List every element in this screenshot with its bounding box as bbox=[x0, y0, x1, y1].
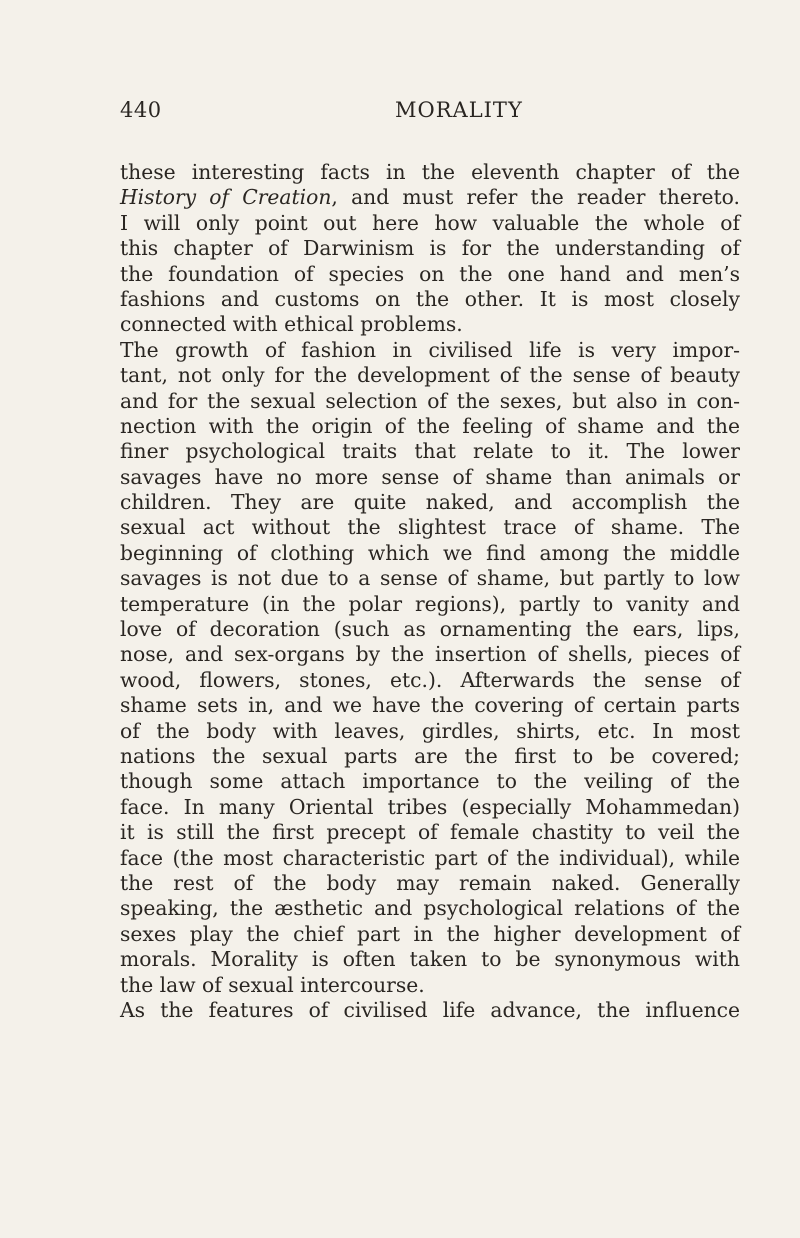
book-title-italic: History of Creation bbox=[120, 185, 332, 210]
text-line: The growth of fashion in civilised life is very impor- bbox=[120, 337, 740, 362]
text-line: morals. Morality is often taken to be synonymous with bbox=[120, 947, 740, 972]
text-line: tant, not only for the development of the sense of beauty bbox=[120, 363, 740, 388]
text-line: nection with the origin of the feeling of shame and the bbox=[120, 413, 740, 438]
text-line: the rest of the body may remain naked. Generally bbox=[120, 870, 740, 895]
text-line: speaking, the æsthetic and psychological relations of the bbox=[120, 896, 740, 921]
text-line: I will only point out here how valuable the whole of bbox=[120, 210, 740, 235]
text-line: As the features of civilised life advance, the influence bbox=[120, 997, 740, 1022]
text-line: these interesting facts in the eleventh chapter of the bbox=[120, 160, 740, 184]
text-line: sexes play the chief part in the higher development of bbox=[120, 921, 740, 946]
text-line: of the body with leaves, girdles, shirts, etc. In most bbox=[120, 718, 740, 743]
text-line: children. They are quite naked, and accomplish the bbox=[120, 490, 740, 515]
text-line: love of decoration (such as ornamenting the ears, lips, bbox=[120, 617, 740, 642]
text-line: connected with ethical problems. bbox=[120, 312, 463, 337]
text-line: sexual act without the slightest trace of shame. The bbox=[120, 515, 740, 540]
text-line: this chapter of Darwinism is for the understanding of bbox=[120, 236, 740, 261]
text-line: though some attach importance to the veiling of the bbox=[120, 769, 740, 794]
text-line: beginning of clothing which we find among the middle bbox=[120, 540, 740, 565]
text-line: savages is not due to a sense of shame, but partly to low bbox=[120, 566, 740, 591]
text-line: face. In many Oriental tribes (especially Mohammedan) bbox=[120, 794, 740, 819]
text-line: finer psychological traits that relate to it. The lower bbox=[120, 439, 740, 464]
text-line: shame sets in, and we have the covering of certain parts bbox=[120, 693, 740, 718]
running-head bbox=[120, 98, 740, 134]
text-line: nations the sexual parts are the first to be covered; bbox=[120, 743, 740, 768]
text-line: savages have no more sense of shame than animals or bbox=[120, 464, 740, 489]
body-text bbox=[120, 160, 740, 1023]
text-line: fashions and customs on the other. It is most closely bbox=[120, 286, 740, 311]
running-title: MORALITY bbox=[395, 98, 523, 122]
text-line: nose, and sex-organs by the insertion of shells, pieces of bbox=[120, 642, 740, 667]
text-line: temperature (in the polar regions), partly to vanity and bbox=[120, 591, 740, 616]
text-line: wood, flowers, stones, etc.). Afterwards the sense of bbox=[120, 667, 740, 692]
text-line: the law of sexual intercourse. bbox=[120, 972, 425, 997]
text-line-continuation: , and must refer the reader thereto. bbox=[331, 185, 740, 210]
text-line: and for the sexual selection of the sexes, but also in con- bbox=[120, 388, 740, 413]
text-line: face (the most characteristic part of the individual), while bbox=[120, 845, 740, 870]
text-line: the foundation of species on the one hand and men’s bbox=[120, 261, 740, 286]
page-number: 440 bbox=[120, 98, 162, 122]
text-line: it is still the first precept of female chastity to veil the bbox=[120, 820, 740, 845]
text-line bbox=[120, 185, 740, 210]
